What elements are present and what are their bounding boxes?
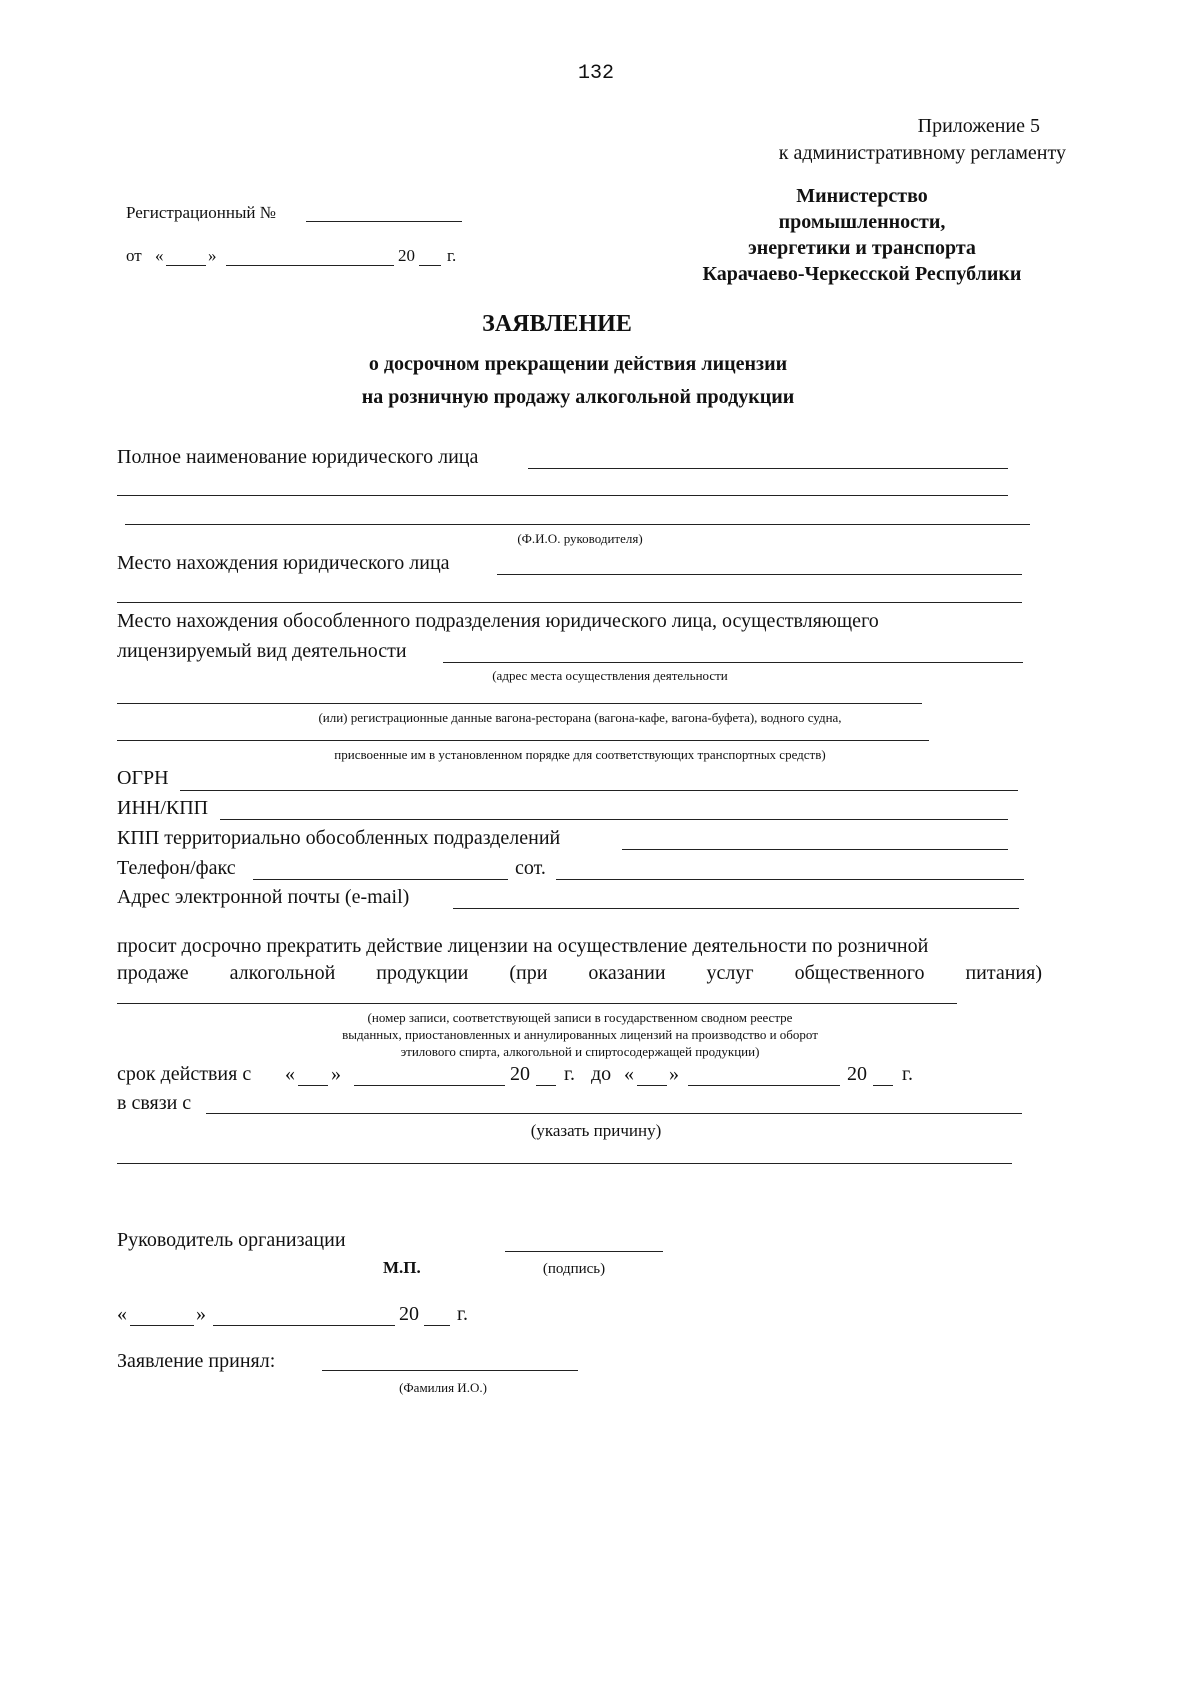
location-field-continued[interactable] — [117, 602, 1022, 603]
ministry-line-2: промышленности, — [778, 211, 946, 233]
term-to-year-suffix: г. — [902, 1063, 913, 1085]
full-name-label: Полное наименование юридического лица — [117, 446, 479, 468]
location-label: Место нахождения юридического лица — [117, 552, 450, 574]
appendix-line-2: к административному регламенту — [778, 142, 1066, 164]
full-name-field[interactable] — [528, 468, 1008, 469]
ministry-line-4: Карачаево-Черкесской Республики — [702, 263, 1022, 285]
sign-date-month-field[interactable] — [213, 1325, 395, 1326]
term-to-label: до — [591, 1063, 612, 1085]
head-signature-field[interactable] — [505, 1251, 663, 1252]
license-record-field[interactable] — [117, 1003, 957, 1004]
term-from-day-field[interactable] — [298, 1085, 328, 1086]
branch-hint-2: (или) регистрационные данные вагона-ресторана (вагона-кафе, вагона-буфета), водного судна, — [318, 710, 842, 725]
registration-month-field[interactable] — [226, 265, 394, 266]
term-label: срок действия с — [117, 1063, 252, 1085]
ministry-line-1: Министерство — [796, 185, 928, 207]
registration-year-suffix: г. — [447, 246, 457, 265]
reason-label: в связи с — [117, 1092, 192, 1114]
kpp-subdivisions-field[interactable] — [622, 849, 1008, 850]
branch-address-field[interactable] — [443, 662, 1023, 663]
location-field[interactable] — [497, 574, 1022, 575]
phone-fax-field[interactable] — [253, 879, 508, 880]
branch-label-line-2: лицензируемый вид деятельности — [117, 640, 407, 662]
kpp-subdivisions-label: КПП территориально обособленных подразделений — [117, 827, 561, 849]
registration-day-field[interactable] — [166, 265, 206, 266]
record-hint-2: выданных, приостановленных и аннулированных лицензий на производство и оборот — [342, 1027, 818, 1042]
term-from-year-field[interactable] — [536, 1085, 556, 1086]
reason-field-continued[interactable] — [117, 1163, 1012, 1164]
sign-date-year-field[interactable] — [424, 1325, 450, 1326]
accepted-label: Заявление принял: — [117, 1350, 276, 1372]
document-title: ЗАЯВЛЕНИЕ — [482, 311, 632, 337]
document-subtitle-2: на розничную продажу алкогольной продукции — [361, 386, 795, 408]
ogrn-label: ОГРН — [117, 767, 169, 789]
ministry-line-3: энергетики и транспорта — [748, 237, 976, 259]
branch-address-field-3[interactable] — [117, 740, 929, 741]
accepted-name-field[interactable] — [322, 1370, 578, 1371]
sign-date-day-field[interactable] — [130, 1325, 194, 1326]
branch-address-field-2[interactable] — [117, 703, 922, 704]
email-label: Адрес электронной почты (e-mail) — [117, 886, 410, 908]
request-text-line-1: просит досрочно прекратить действие лицензии на осуществление деятельности по розничной — [117, 935, 929, 957]
ogrn-field[interactable] — [180, 790, 1018, 791]
email-field[interactable] — [453, 908, 1019, 909]
registration-quote-close: » — [208, 246, 217, 265]
head-label: Руководитель организации — [117, 1229, 346, 1251]
term-to-month-field[interactable] — [688, 1085, 840, 1086]
sign-date-year-suffix: г. — [457, 1303, 468, 1325]
inn-kpp-label: ИНН/КПП — [117, 797, 209, 819]
registration-number-label: Регистрационный № — [126, 203, 276, 222]
branch-hint-1: (адрес места осуществления деятельности — [492, 668, 728, 683]
term-from-quote-close: » — [331, 1063, 341, 1085]
registration-number-field[interactable] — [306, 221, 462, 222]
reason-hint: (указать причину) — [530, 1121, 662, 1140]
page-number: 132 — [578, 62, 615, 85]
record-hint-3: этилового спирта, алкогольной и спиртосодержащей продукции) — [400, 1044, 760, 1059]
sign-date-quote-open: « — [117, 1303, 127, 1325]
seal-label: М.П. — [383, 1258, 421, 1277]
term-to-day-field[interactable] — [637, 1085, 667, 1086]
sign-date-quote-close: » — [196, 1303, 206, 1325]
director-name-field[interactable] — [125, 524, 1030, 525]
reason-field[interactable] — [206, 1113, 1022, 1114]
term-from-year-suffix: г. — [564, 1063, 575, 1085]
sign-date-year-prefix: 20 — [399, 1303, 419, 1325]
branch-hint-3: присвоенные им в установленном порядке для соответствующих транспортных средств) — [334, 747, 826, 762]
inn-kpp-field[interactable] — [220, 819, 1008, 820]
phone-fax-label: Телефон/факс — [117, 857, 236, 879]
term-to-year-prefix: 20 — [847, 1063, 867, 1085]
term-to-quote-close: » — [669, 1063, 679, 1085]
accepted-name-hint: (Фамилия И.О.) — [399, 1380, 487, 1395]
term-to-year-field[interactable] — [873, 1085, 893, 1086]
mobile-label: сот. — [515, 857, 546, 879]
appendix-line-1: Приложение 5 — [917, 115, 1040, 137]
term-from-year-prefix: 20 — [510, 1063, 530, 1085]
record-hint-1: (номер записи, соответствующей записи в государственном сводном реестре — [367, 1010, 793, 1025]
registration-year-prefix: 20 — [398, 246, 415, 265]
branch-label-line-1: Место нахождения обособленного подразделения юридического лица, осуществляющего — [117, 610, 879, 632]
term-from-quote-open: « — [285, 1063, 295, 1085]
mobile-field[interactable] — [556, 879, 1024, 880]
registration-date-from: от — [126, 246, 142, 265]
registration-year-field[interactable] — [419, 265, 441, 266]
term-to-quote-open: « — [624, 1063, 634, 1085]
full-name-field-continued[interactable] — [117, 495, 1008, 496]
director-name-hint: (Ф.И.О. руководителя) — [517, 531, 643, 546]
request-text-line-2: продаже алкогольной продукции (при оказании услуг общественного питания) — [117, 962, 1042, 984]
document-subtitle-1: о досрочном прекращении действия лицензии — [368, 353, 788, 375]
signature-hint: (подпись) — [542, 1261, 606, 1277]
registration-quote-open: « — [155, 246, 164, 265]
term-from-month-field[interactable] — [354, 1085, 505, 1086]
